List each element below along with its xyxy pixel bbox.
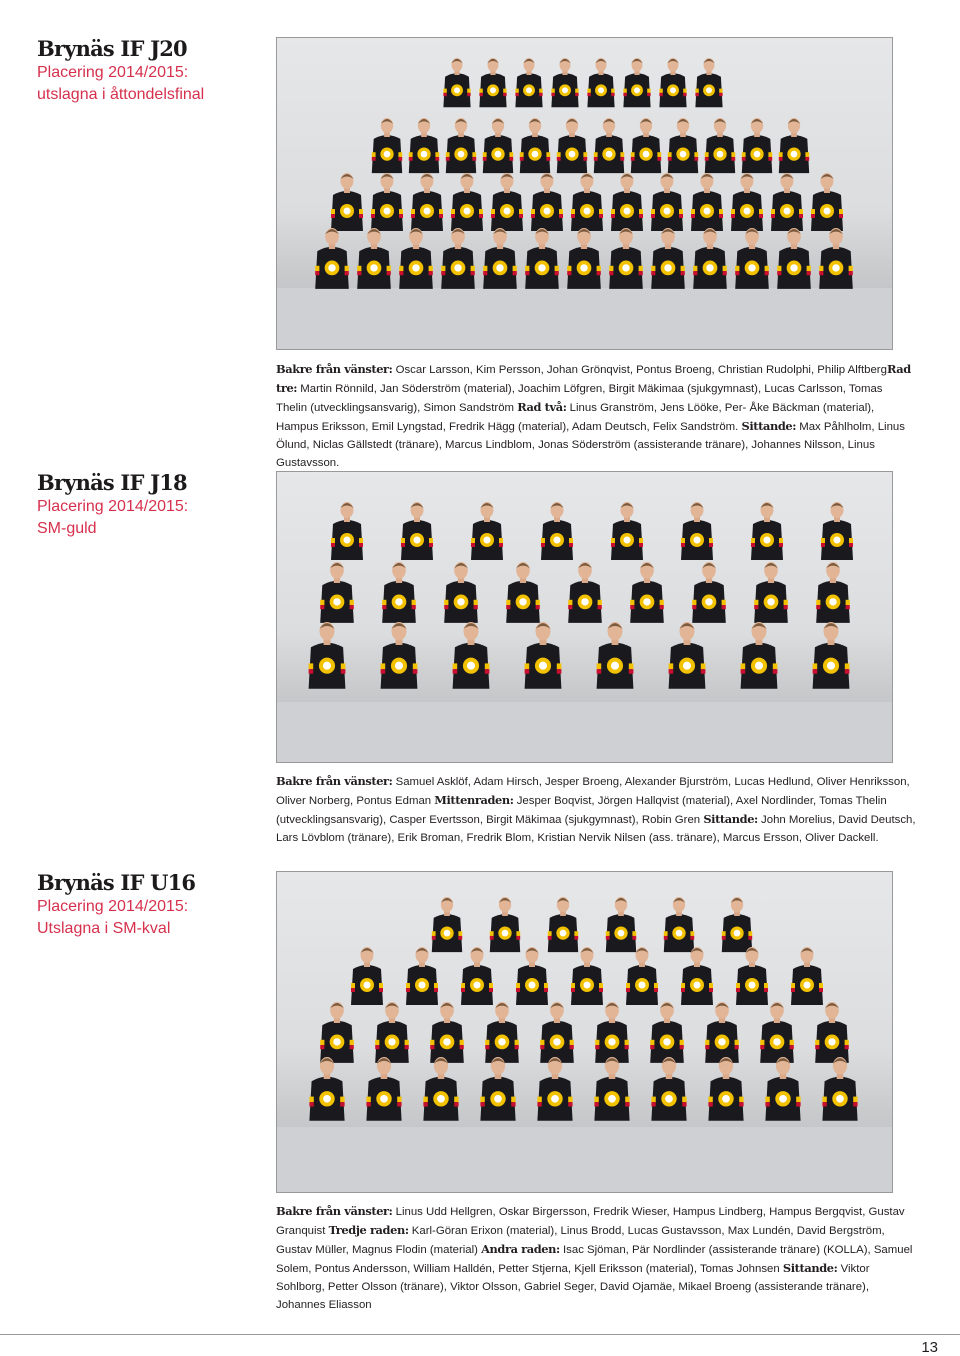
caption-label: Bakre från vänster: <box>276 1204 393 1218</box>
player-figure <box>651 228 685 289</box>
player-figure <box>520 118 550 173</box>
player-figure <box>320 562 354 623</box>
player-figure <box>594 1057 629 1121</box>
player-figure <box>754 562 788 623</box>
player-figure <box>453 622 490 689</box>
page-number: 13 <box>921 1339 938 1356</box>
player-figure <box>791 947 823 1005</box>
player-figure <box>551 58 578 107</box>
player-figure <box>606 897 636 952</box>
player-figure <box>765 1057 800 1121</box>
placement-label: Placering 2014/2015: <box>37 898 189 915</box>
player-figure <box>371 173 403 231</box>
player-figure <box>695 58 722 107</box>
player-figure <box>822 1057 857 1121</box>
player-figure <box>540 1002 574 1063</box>
player-figure <box>681 947 713 1005</box>
player-figure <box>537 1057 572 1121</box>
player-figure <box>446 118 476 173</box>
caption-label: Bakre från vänster: <box>276 362 393 376</box>
player-figure <box>659 58 686 107</box>
player-figure <box>705 1002 739 1063</box>
player-figure <box>668 118 698 173</box>
player-figure <box>479 58 506 107</box>
player-figure <box>430 1002 464 1063</box>
player-figure <box>541 502 573 560</box>
player-figure <box>309 1057 344 1121</box>
team-photo-u16 <box>276 871 893 1193</box>
player-figure <box>548 897 578 952</box>
caption-text: Martin Rönnild, Jan Söderström (material), Joachim Löfgren, Birgit Mäkimaa (sjukgymnast), Lucas Carlsson, Tomas Thelin (utvecklingsansvarig), Simon Sandström <box>276 383 883 414</box>
caption-text: Viktor Sohlborg, Petter Olsson (tränare), Viktor Olsson, Gabriel Seger, David Ojamäe, Mikael Broeng (assisterande tränare), Johannes Eliasson <box>276 1263 870 1311</box>
player-figure <box>597 622 634 689</box>
player-figure <box>736 947 768 1005</box>
player-figure <box>731 173 763 231</box>
caption-text: Max Påhlholm, Linus Ölund, Niclas Gällstedt (tränare), Marcus Lindblom, Jonas Söderström (assisterande tränare), Johannes Nilsson, Linus Gustavsson. <box>276 421 905 469</box>
player-figure <box>815 1002 849 1063</box>
team-photo-illustration <box>277 872 893 1193</box>
team-heading-j18 <box>37 470 257 540</box>
caption-label: Sittande: <box>703 812 758 826</box>
player-figure <box>651 1057 686 1121</box>
player-figure <box>432 897 462 952</box>
footer-divider <box>0 1334 960 1335</box>
player-figure <box>742 118 772 173</box>
player-figure <box>669 622 706 689</box>
player-figure <box>315 228 349 289</box>
player-figure <box>611 173 643 231</box>
player-figure <box>441 228 475 289</box>
player-figure <box>691 173 723 231</box>
player-figure <box>777 228 811 289</box>
caption-text: Isac Sjöman, Pär Nordlinder (assisterande tränare) (KOLLA), Samuel Solem, Pontus Andersson, William Halldén, Petter Stjerna, Kjell Eriksson (material), Tomas Johnsen <box>276 1244 913 1275</box>
player-figure <box>681 502 713 560</box>
player-figure <box>516 947 548 1005</box>
player-figure <box>443 58 470 107</box>
player-figure <box>771 173 803 231</box>
player-figure <box>409 118 439 173</box>
player-figure <box>366 1057 401 1121</box>
team-title: Brynäs IF J18 <box>37 470 187 495</box>
caption-text: Linus Udd Hellgren, Oskar Birgersson, Fredrik Wieser, Hampus Lindberg, Hampus Bergqvist, Gustav Granquist <box>276 1206 905 1237</box>
player-figure <box>650 1002 684 1063</box>
placement-value: Utslagna i SM-kval <box>37 920 171 937</box>
caption-text: Oscar Larsson, Kim Persson, Johan Grönqvist, Pontus Broeng, Christian Rudolphi, Philip Alftberg <box>392 364 887 376</box>
player-figure <box>760 1002 794 1063</box>
player-figure <box>708 1057 743 1121</box>
placement-value: utslagna i åttondelsfinal <box>37 86 205 103</box>
player-figure <box>411 173 443 231</box>
player-figure <box>623 58 650 107</box>
photo-caption-j18 <box>276 772 916 847</box>
player-figure <box>471 502 503 560</box>
player-figure <box>490 897 520 952</box>
player-figure <box>819 228 853 289</box>
player-figure <box>357 228 391 289</box>
player-figure <box>525 622 562 689</box>
caption-text: Jesper Boqvist, Jörgen Hallqvist (material), Axel Nordlinder, Tomas Thelin (utvecklingsansvarig), Casper Evertsson, Birgit Mäkimaa (sjukgymnast), Robin Gren <box>276 795 887 826</box>
bench-riser <box>277 288 893 350</box>
caption-label: Mittenraden: <box>434 793 514 807</box>
bench-riser <box>277 1127 893 1193</box>
player-figure <box>483 118 513 173</box>
caption-text: Samuel Asklöf, Adam Hirsch, Jesper Broeng, Alexander Bjurström, Lucas Hedlund, Oliver Henriksson, Oliver Norberg, Pontus Edman <box>276 776 910 807</box>
caption-text: John Morelius, David Deutsch, Lars Lövblom (tränare), Erik Broman, Fredrik Blom, Kristian Nervik Nilsen (ass. tränare), Marcus Ersson, Oliver Dackell. <box>276 814 916 844</box>
player-figure <box>811 173 843 231</box>
player-figure <box>735 228 769 289</box>
player-figure <box>480 1057 515 1121</box>
player-figure <box>401 502 433 560</box>
player-figure <box>444 562 478 623</box>
player-figure <box>611 502 643 560</box>
player-figure <box>485 1002 519 1063</box>
player-figure <box>693 228 727 289</box>
player-figure <box>382 562 416 623</box>
player-figure <box>491 173 523 231</box>
player-figure <box>309 622 346 689</box>
caption-label: Bakre från vänster: <box>276 774 393 788</box>
placement-label: Placering 2014/2015: <box>37 64 189 81</box>
player-figure <box>399 228 433 289</box>
player-figure <box>631 118 661 173</box>
team-title: Brynäs IF J20 <box>37 36 187 61</box>
player-figure <box>626 947 658 1005</box>
player-figure <box>423 1057 458 1121</box>
team-photo-illustration <box>277 472 893 763</box>
player-figure <box>331 173 363 231</box>
player-figure <box>594 118 624 173</box>
team-heading-u16 <box>37 870 257 940</box>
caption-label: Sittande: <box>741 419 797 433</box>
player-figure <box>587 58 614 107</box>
player-figure <box>557 118 587 173</box>
caption-label: Tredje raden: <box>328 1223 409 1237</box>
player-figure <box>375 1002 409 1063</box>
bench-riser <box>277 702 893 763</box>
player-figure <box>320 1002 354 1063</box>
player-figure <box>651 173 683 231</box>
player-figure <box>595 1002 629 1063</box>
player-figure <box>515 58 542 107</box>
player-figure <box>331 502 363 560</box>
player-figure <box>406 947 438 1005</box>
team-photo-j20 <box>276 37 893 350</box>
player-figure <box>816 562 850 623</box>
player-figure <box>525 228 559 289</box>
team-title: Brynäs IF U16 <box>37 870 196 895</box>
player-figure <box>630 562 664 623</box>
player-figure <box>664 897 694 952</box>
player-figure <box>751 502 783 560</box>
caption-label: Rad tre: <box>276 362 911 395</box>
player-figure <box>531 173 563 231</box>
caption-text: Linus Granström, Jens Lööke, Per- Åke Bäckman (material), Hampus Eriksson, Emil Lyngstad, Fredrik Hägg (material), Adam Deutsch, Felix Sandström. <box>276 402 875 433</box>
player-figure <box>381 622 418 689</box>
team-photo-j18 <box>276 471 893 763</box>
player-figure <box>568 562 602 623</box>
team-photo-illustration <box>277 38 893 350</box>
player-figure <box>722 897 752 952</box>
player-figure <box>451 173 483 231</box>
placement-label: Placering 2014/2015: <box>37 498 189 515</box>
player-figure <box>483 228 517 289</box>
player-figure <box>567 228 601 289</box>
player-figure <box>779 118 809 173</box>
player-figure <box>821 502 853 560</box>
caption-label: Sittande: <box>782 1261 838 1275</box>
player-figure <box>372 118 402 173</box>
player-figure <box>461 947 493 1005</box>
caption-label: Rad två: <box>517 400 567 414</box>
team-heading-j20 <box>37 36 257 106</box>
player-figure <box>741 622 778 689</box>
photo-caption-u16 <box>276 1202 916 1314</box>
photo-caption-j20 <box>276 360 916 472</box>
caption-label: Andra raden: <box>481 1242 560 1256</box>
player-figure <box>609 228 643 289</box>
player-figure <box>571 947 603 1005</box>
player-figure <box>705 118 735 173</box>
player-figure <box>351 947 383 1005</box>
caption-text: Karl-Göran Erixon (material), Linus Brodd, Lucas Gustavsson, Max Lundén, David Bergström, Gustav Müller, Magnus Flodin (material) <box>276 1225 885 1256</box>
player-figure <box>692 562 726 623</box>
player-figure <box>813 622 850 689</box>
placement-value: SM-guld <box>37 520 97 537</box>
player-figure <box>506 562 540 623</box>
player-figure <box>571 173 603 231</box>
